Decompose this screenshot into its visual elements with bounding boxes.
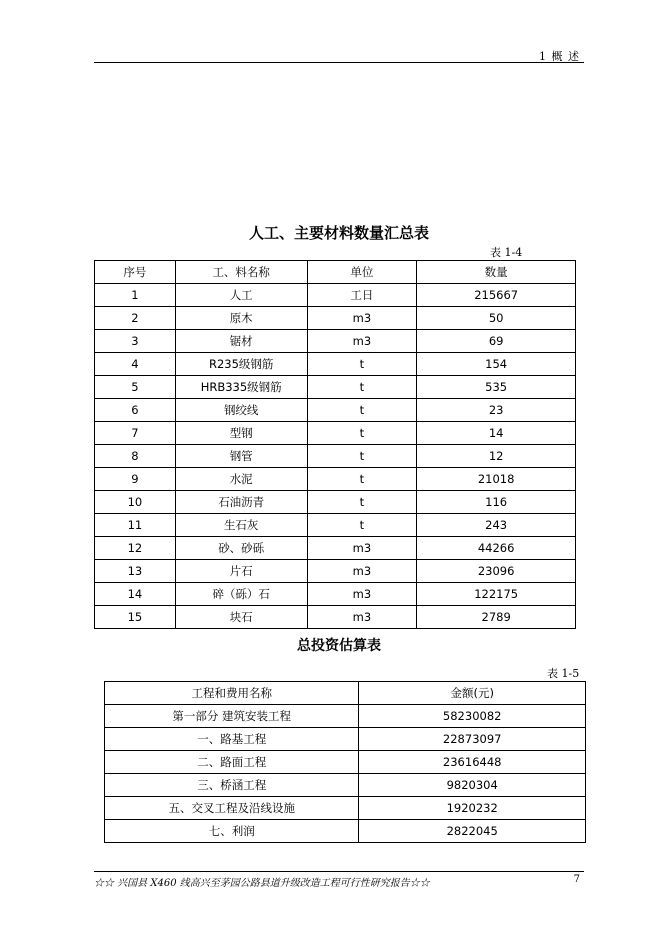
table-row bbox=[95, 422, 576, 445]
table-cell: 型钢 bbox=[175, 422, 307, 445]
table-header-row bbox=[95, 261, 576, 284]
table-cell: 2 bbox=[95, 307, 176, 330]
table-row bbox=[95, 284, 576, 307]
table-cell: 原木 bbox=[175, 307, 307, 330]
table-cell: m3 bbox=[307, 537, 417, 560]
table-row bbox=[105, 774, 586, 797]
investment-table bbox=[104, 681, 586, 843]
table-row bbox=[95, 514, 576, 537]
table-cell: 50 bbox=[417, 307, 576, 330]
table-cell: 2789 bbox=[417, 606, 576, 629]
table-cell: t bbox=[307, 514, 417, 537]
table-cell: 69 bbox=[417, 330, 576, 353]
table-cell: 10 bbox=[95, 491, 176, 514]
table-cell: t bbox=[307, 353, 417, 376]
table-cell: 11 bbox=[95, 514, 176, 537]
table-cell: 243 bbox=[417, 514, 576, 537]
materials-table bbox=[94, 260, 576, 629]
table-cell: 人工 bbox=[175, 284, 307, 307]
table-cell: 14 bbox=[95, 583, 176, 606]
column-header: 序号 bbox=[95, 261, 176, 284]
table-cell: 12 bbox=[417, 445, 576, 468]
table-cell: R235级钢筋 bbox=[175, 353, 307, 376]
table-cell: 五、交叉工程及沿线设施 bbox=[105, 797, 359, 820]
table-cell: 钢绞线 bbox=[175, 399, 307, 422]
table-row bbox=[105, 705, 586, 728]
column-header: 数量 bbox=[417, 261, 576, 284]
table1-tag: 表 1-4 bbox=[490, 246, 523, 259]
footer-report-title: ☆☆ 兴国县 X460 线高兴至茅园公路县道升级改造工程可行性研究报告☆☆ bbox=[94, 878, 430, 889]
table-cell: 122175 bbox=[417, 583, 576, 606]
table-cell: 石油沥青 bbox=[175, 491, 307, 514]
table-cell: 12 bbox=[95, 537, 176, 560]
table-cell: 535 bbox=[417, 376, 576, 399]
table-cell: 1 bbox=[95, 284, 176, 307]
table-cell: 8 bbox=[95, 445, 176, 468]
table-cell: t bbox=[307, 468, 417, 491]
table-cell: 锯材 bbox=[175, 330, 307, 353]
table-cell: t bbox=[307, 376, 417, 399]
table-cell: 23616448 bbox=[359, 751, 586, 774]
table-cell: 水泥 bbox=[175, 468, 307, 491]
table-cell: 第一部分 建筑安装工程 bbox=[105, 705, 359, 728]
table-cell: 23 bbox=[417, 399, 576, 422]
table-cell: m3 bbox=[307, 583, 417, 606]
table-cell: 块石 bbox=[175, 606, 307, 629]
table-cell: t bbox=[307, 491, 417, 514]
chapter-header: 1 概 述 bbox=[539, 50, 580, 63]
table-row bbox=[95, 606, 576, 629]
table-row bbox=[95, 376, 576, 399]
column-header: 工、料名称 bbox=[175, 261, 307, 284]
table-row bbox=[105, 751, 586, 774]
table-cell: 21018 bbox=[417, 468, 576, 491]
table-cell: t bbox=[307, 399, 417, 422]
table-cell: 片石 bbox=[175, 560, 307, 583]
table-cell: 2822045 bbox=[359, 820, 586, 843]
table-cell: 三、桥涵工程 bbox=[105, 774, 359, 797]
table-row bbox=[105, 797, 586, 820]
column-header: 单位 bbox=[307, 261, 417, 284]
table-cell: 一、路基工程 bbox=[105, 728, 359, 751]
footer-rule bbox=[94, 871, 584, 872]
table-cell: 15 bbox=[95, 606, 176, 629]
table-cell: 1920232 bbox=[359, 797, 586, 820]
table-cell: m3 bbox=[307, 330, 417, 353]
table-row bbox=[95, 560, 576, 583]
column-header: 工程和费用名称 bbox=[105, 682, 359, 705]
table-cell: 砂、砂砾 bbox=[175, 537, 307, 560]
table-row bbox=[95, 491, 576, 514]
table-cell: 生石灰 bbox=[175, 514, 307, 537]
table-cell: m3 bbox=[307, 606, 417, 629]
table-cell: 工日 bbox=[307, 284, 417, 307]
table-cell: 7 bbox=[95, 422, 176, 445]
table-cell: 碎（砾）石 bbox=[175, 583, 307, 606]
table-row bbox=[95, 353, 576, 376]
table-header-row bbox=[105, 682, 586, 705]
table-row bbox=[95, 330, 576, 353]
table-cell: 七、利润 bbox=[105, 820, 359, 843]
table-row bbox=[95, 537, 576, 560]
table-cell: 13 bbox=[95, 560, 176, 583]
table-cell: 钢管 bbox=[175, 445, 307, 468]
table1-title: 人工、主要材料数量汇总表 bbox=[248, 224, 429, 242]
table-cell: 23096 bbox=[417, 560, 576, 583]
table-row bbox=[105, 728, 586, 751]
table-cell: 44266 bbox=[417, 537, 576, 560]
table-row bbox=[95, 468, 576, 491]
table-cell: t bbox=[307, 445, 417, 468]
table-cell: m3 bbox=[307, 307, 417, 330]
table2-title: 总投资估算表 bbox=[297, 638, 381, 654]
table-cell: 6 bbox=[95, 399, 176, 422]
table-cell: 14 bbox=[417, 422, 576, 445]
table-cell: 9 bbox=[95, 468, 176, 491]
table-row bbox=[95, 399, 576, 422]
header-rule bbox=[94, 62, 584, 63]
table-cell: 58230082 bbox=[359, 705, 586, 728]
table-cell: 4 bbox=[95, 353, 176, 376]
column-header: 金额(元) bbox=[359, 682, 586, 705]
table-cell: 215667 bbox=[417, 284, 576, 307]
table2-tag: 表 1-5 bbox=[547, 667, 580, 680]
table-row bbox=[105, 820, 586, 843]
table-cell: 5 bbox=[95, 376, 176, 399]
table-cell: 22873097 bbox=[359, 728, 586, 751]
table-cell: 116 bbox=[417, 491, 576, 514]
table-row bbox=[95, 583, 576, 606]
table-cell: HRB335级钢筋 bbox=[175, 376, 307, 399]
page-number: 7 bbox=[573, 874, 580, 885]
table-cell: m3 bbox=[307, 560, 417, 583]
table-cell: 3 bbox=[95, 330, 176, 353]
table-cell: t bbox=[307, 422, 417, 445]
table-cell: 二、路面工程 bbox=[105, 751, 359, 774]
table-row bbox=[95, 307, 576, 330]
table-row bbox=[95, 445, 576, 468]
table-cell: 9820304 bbox=[359, 774, 586, 797]
table-cell: 154 bbox=[417, 353, 576, 376]
